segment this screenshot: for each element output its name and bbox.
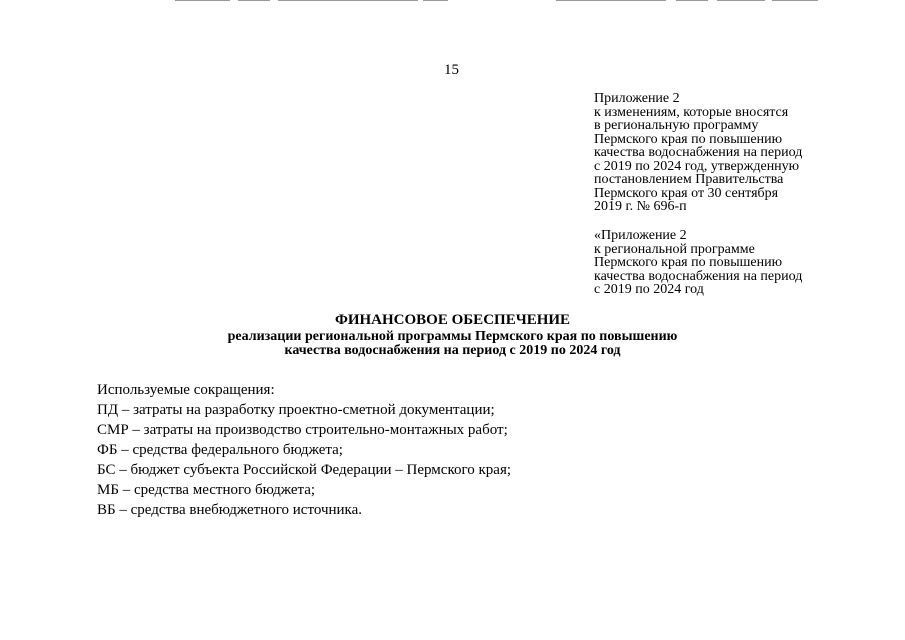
abbreviation-item: БС – бюджет субъекта Российской Федерации – Пермского края; xyxy=(97,462,512,478)
amendment-note-line: качества водоснабжения на период xyxy=(594,145,803,160)
amendment-note-line: Пермского края от 30 сентября xyxy=(594,185,779,201)
page-number: 15 xyxy=(444,62,459,78)
amendment-note-line: Пермского края по повышению xyxy=(594,131,783,147)
top-edge-rule xyxy=(238,0,270,1)
top-edge-rule xyxy=(676,0,708,1)
abbreviations-section xyxy=(97,380,511,520)
amendment-note-line: с 2019 по 2024 год, утвержденную xyxy=(594,158,800,174)
amendment-note-line: Приложение 2 xyxy=(594,91,680,106)
amendment-note-line: 2019 г. № 696-п xyxy=(594,199,687,214)
abbreviation-item: ПД – затраты на разработку проектно-сметной документации; xyxy=(97,402,495,418)
program-note-line: «Приложение 2 xyxy=(594,228,687,243)
top-edge-rule xyxy=(717,0,765,1)
subtitle-line: качества водоснабжения на период с 2019 по 2024 год xyxy=(284,343,621,358)
abbreviation-item: ФБ – средства федерального бюджета; xyxy=(97,442,343,458)
document-title: ФИНАНСОВОЕ ОБЕСПЕЧЕНИЕ xyxy=(334,312,571,328)
top-edge-rule xyxy=(556,0,666,1)
program-appendix-note xyxy=(594,229,834,297)
top-edge-rule xyxy=(772,0,818,1)
program-note-line: Пермского края по повышению xyxy=(594,255,783,270)
abbreviation-item: ВБ – средства внебюджетного источника. xyxy=(97,502,363,518)
amendment-note-line: к изменениям, которые вносятся xyxy=(594,104,789,120)
top-edge-rule xyxy=(423,0,448,1)
top-edge-rule xyxy=(278,0,418,1)
subtitle-line: реализации региональной программы Пермского края по повышению xyxy=(227,329,678,344)
program-note-line: с 2019 по 2024 год xyxy=(594,282,704,297)
program-note-line: к региональной программе xyxy=(594,241,755,257)
document-subtitle xyxy=(0,330,905,358)
amendment-note-line: в региональную программу xyxy=(594,118,759,133)
top-edge-rule xyxy=(175,0,230,1)
abbreviation-item: СМР – затраты на производство строительно-монтажных работ; xyxy=(97,422,508,438)
abbreviation-item: МБ – средства местного бюджета; xyxy=(97,482,316,498)
amendment-appendix-note xyxy=(594,92,834,214)
program-note-line: качества водоснабжения на период xyxy=(594,268,803,284)
abbreviations-heading: Используемые сокращения: xyxy=(97,382,275,398)
amendment-note-line: постановлением Правительства xyxy=(594,172,784,187)
